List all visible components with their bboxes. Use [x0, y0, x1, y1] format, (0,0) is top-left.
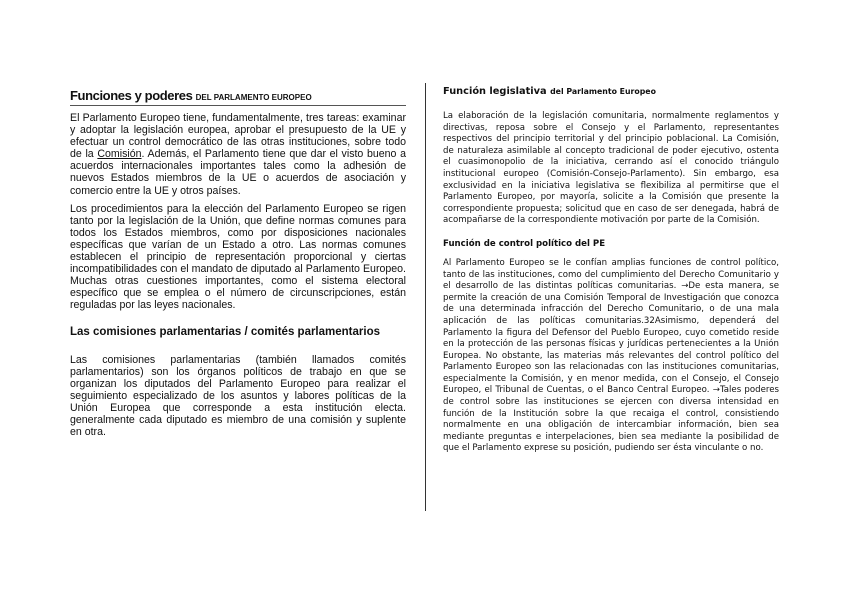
committees-paragraph: Las comisiones parlamentarias (también llamados comités parlamentarios) son los órganos políticos de trabajo en que se organizan los diputados del Parlamento Europeo para realizar el seguimiento especializado de los asuntos y labores políticas de la Unión Europea que corresponde a esta institución electa. generalmente cada diputado es miembro de una comisión y suplente en otra. — [70, 353, 406, 439]
right-column — [443, 86, 779, 455]
legislative-paragraph: La elaboración de la legislación comunitaria, normalmente reglamentos y directivas, reposa sobre el Consejo y el Parlamento, representantes respectivos del principio territorial y del principio poblacional. La Comisión, de naturaleza asimilable al concepto tradicional de poder ejecutivo, ostenta el cuasimonopolio de la iniciativa, cerrando así el conocido triángulo institucional europeo (Comisión-Consejo-Parlamento). Sin embargo, esa exclusividad en la iniciativa legislativa se flexibiliza al permitirse que el Parlamento Europeo, por mayoría, solicite a la Comisión que presente la correspondiente propuesta; solicitud que en caso de ser denegada, habrá de acompañarse de la correspondiente motivación por parte de la Comisión. — [443, 111, 779, 226]
column-divider — [425, 83, 426, 511]
left-column — [70, 88, 406, 438]
control-heading: Función de control político del PE — [443, 238, 606, 249]
control-paragraph: Al Parlamento Europeo se le confían amplias funciones de control político, tanto de las instituciones, como del cumplimiento del Derecho Comunitario y el desarrollo de las distintas políticas comunitarias. →De esta manera, se permite la creación de una Comisión Temporal de Investigación que conozca de una determinada infracción del Derecho Comunitario, o de una mala aplicación de las políticas comunitarias.32Asimismo, dependerá del Parlamento la figura del Defensor del Pueblo Europeo, cuyo cometido reside en la protección de las personas físicas y jurídicas pertenecientes a la Unión Europea. No obstante, las materias más relevantes del control político del Parlamento Europeo son las relacionadas con las instituciones comunitarias, especialmente la Comisión, y en menor medida, con el Consejo, el Consejo Europeo, el Tribunal de Cuentas, o el Banco Central Europeo. →Tales poderes de control sobre las instituciones se ejercen con diversa intensidad en función de la Institución sobre la que recaiga el control, consistiendo normalmente en una obligación de intercambiar información, bien sea mediante preguntas e interpelaciones, bien sea mediante la posibilidad de que el Parlamento exprese su posición, pudiendo ser ésta vinculante o no. — [443, 257, 779, 454]
comision-link[interactable]: Comisión — [97, 148, 142, 161]
committees-heading: Las comisiones parlamentarias / comités parlamentarios — [70, 325, 380, 338]
functions-paragraph-1: El Parlamento Europeo tiene, fundamentalmente, tres tareas: examinar y adoptar la legislación europea, aprobar el presupuesto de la UE y efectuar un control democrático de las otras instituciones, sobre todo de la Comisión. Además, el Parlamento tiene que dar el visto bueno a acuerdos internacionales importantes tales como la adhesión de nuevos Estados miembros de la UE o acuerdos de asociación y comercio entre la UE y otros países. — [70, 112, 406, 197]
functions-paragraph-2: Los procedimientos para la elección del Parlamento Europeo se rigen tanto por la legislación de la Unión, que define normas comunes para todos los Estados miembros, como por disposiciones nacionales específicas que varían de un Estado a otro. Las normas comunes establecen el principio de representación proporcional y ciertas incompatibilidades con el mandato de diputado al Parlamento Europeo. Muchas otras cuestiones importantes, como el sistema electoral específico que se emplea o el número de circunscripciones, están reguladas por las leyes nacionales. — [70, 202, 406, 312]
functions-heading: Funciones y poderes DEL PARLAMENTO EUROPEO — [70, 88, 406, 106]
legislative-heading: Función legislativa del Parlamento Europeo — [443, 86, 656, 97]
